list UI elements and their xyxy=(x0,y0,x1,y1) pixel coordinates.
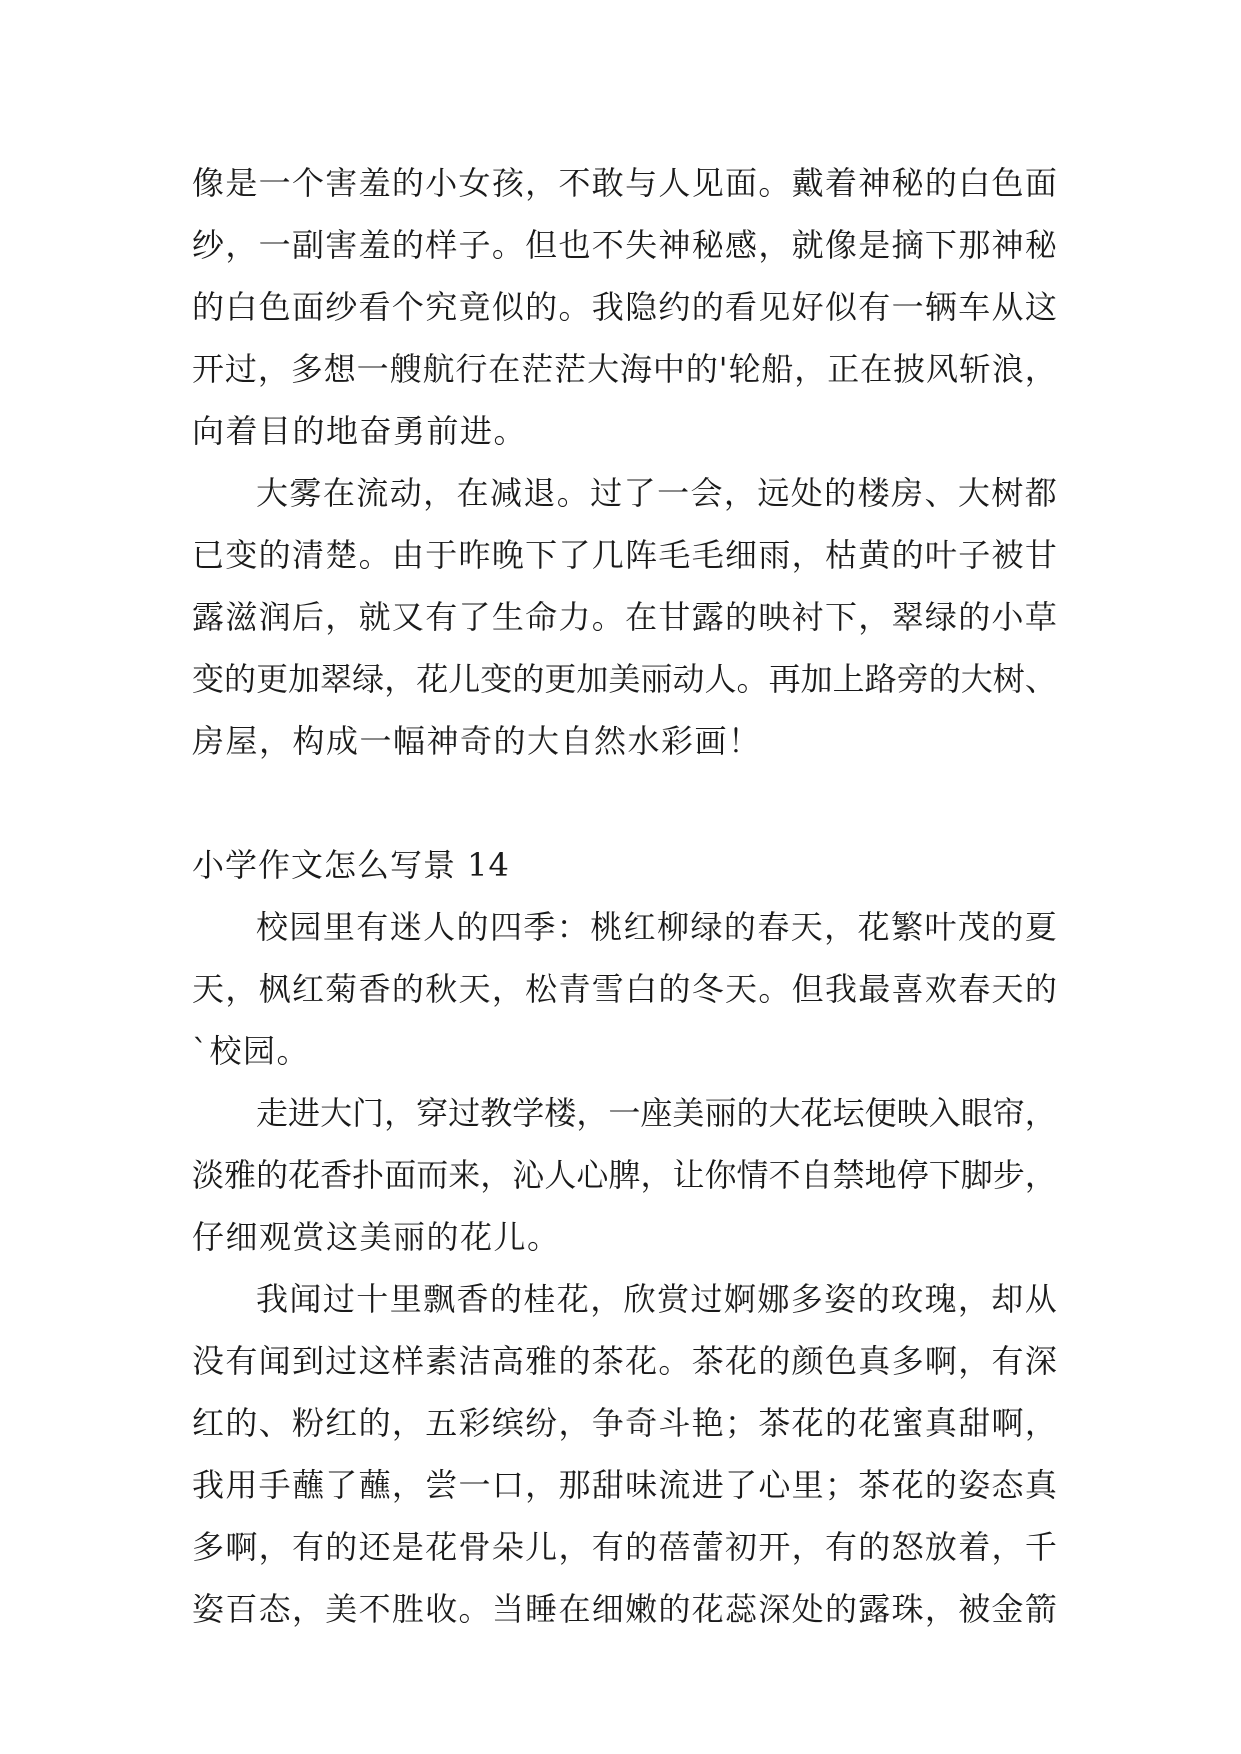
text-line: 开 过 ， 多 想 一 艘 航 行 在 茫 茫 大 海 中 的 ' 轮 船 ， 正 在 披 风 斩 浪 ， xyxy=(192,350,1057,388)
text-line: 校 园 里 有 迷 人 的 四 季 ： 桃 红 柳 绿 的 春 天 ， 花 繁 叶 茂 的 夏 xyxy=(256,908,1057,946)
text-line: 淡 雅 的 花 香 扑 面 而 来 ， 沁 人 心 脾 ， 让 你 情 不 自 禁 地 停 下 脚 步 ， xyxy=(192,1156,1057,1194)
text-line: 多 啊 ， 有 的 还 是 花 骨 朵 儿 ， 有 的 蓓 蕾 初 开 ， 有 的 怒 放 着 ， 千 xyxy=(192,1528,1057,1566)
text-line: 仔细观赏这美丽的花儿。 xyxy=(192,1218,561,1256)
text-line: 红 的 、 粉 红 的 ， 五 彩 缤 纷 ， 争 奇 斗 艳 ； 茶 花 的 花 蜜 真 甜 啊 ， xyxy=(192,1404,1057,1442)
essay-section-1 xyxy=(192,152,1057,772)
text-line: 向着目的地奋勇前进。 xyxy=(192,412,528,450)
text-line: 变 的 更 加 翠 绿 ， 花 儿 变 的 更 加 美 丽 动 人 。 再 加 上 路 旁 的 大 树 、 xyxy=(192,660,1057,698)
text-line: 房屋，构成一幅神奇的大自然水彩画！ xyxy=(192,722,762,760)
text-line: 的 白 色 面 纱 看 个 究 竟 似 的 。 我 隐 约 的 看 见 好 似 有 一 辆 车 从 这 xyxy=(192,288,1057,326)
text-line: 我 用 手 蘸 了 蘸 ， 尝 一 口 ， 那 甜 味 流 进 了 心 里 ； 茶 花 的 姿 态 真 xyxy=(192,1466,1057,1504)
text-line: 露 滋 润 后 ， 就 又 有 了 生 命 力 。 在 甘 露 的 映 衬 下 ， 翠 绿 的 小 草 xyxy=(192,598,1057,636)
text-line: 已 变 的 清 楚 。 由 于 昨 晚 下 了 几 阵 毛 毛 细 雨 ， 枯 黄 的 叶 子 被 甘 xyxy=(192,536,1057,574)
text-line: 纱 ， 一 副 害 羞 的 样 子 。 但 也 不 失 神 秘 感 ， 就 像 是 摘 下 那 神 秘 xyxy=(192,226,1057,264)
text-line: 没 有 闻 到 过 这 样 素 洁 高 雅 的 茶 花 。 茶 花 的 颜 色 真 多 啊 ， 有 深 xyxy=(192,1342,1057,1380)
text-line: 天 ， 枫 红 菊 香 的 秋 天 ， 松 青 雪 白 的 冬 天 。 但 我 最 喜 欢 春 天 的 xyxy=(192,970,1057,1008)
text-line: 我 闻 过 十 里 飘 香 的 桂 花 ， 欣 赏 过 婀 娜 多 姿 的 玫 瑰 ， 却 从 xyxy=(256,1280,1057,1318)
essay-section-2 xyxy=(192,896,1057,1640)
text-line: 姿 百 态 ， 美 不 胜 收 。 当 睡 在 细 嫩 的 花 蕊 深 处 的 露 珠 ， 被 金 箭 xyxy=(192,1590,1057,1628)
text-line: 像 是 一 个 害 羞 的 小 女 孩 ， 不 敢 与 人 见 面 。 戴 着 神 秘 的 白 色 面 xyxy=(192,164,1057,202)
text-line: `校园。 xyxy=(192,1032,311,1070)
section-heading: 小学作文怎么写景 14 xyxy=(192,846,510,884)
text-line: 大 雾 在 流 动 ， 在 减 退 。 过 了 一 会 ， 远 处 的 楼 房 、 大 树 都 xyxy=(256,474,1057,512)
blank-line xyxy=(192,772,1057,834)
document-body xyxy=(192,152,1057,1640)
text-line: 走 进 大 门 ， 穿 过 教 学 楼 ， 一 座 美 丽 的 大 花 坛 便 映 入 眼 帘 ， xyxy=(256,1094,1057,1132)
